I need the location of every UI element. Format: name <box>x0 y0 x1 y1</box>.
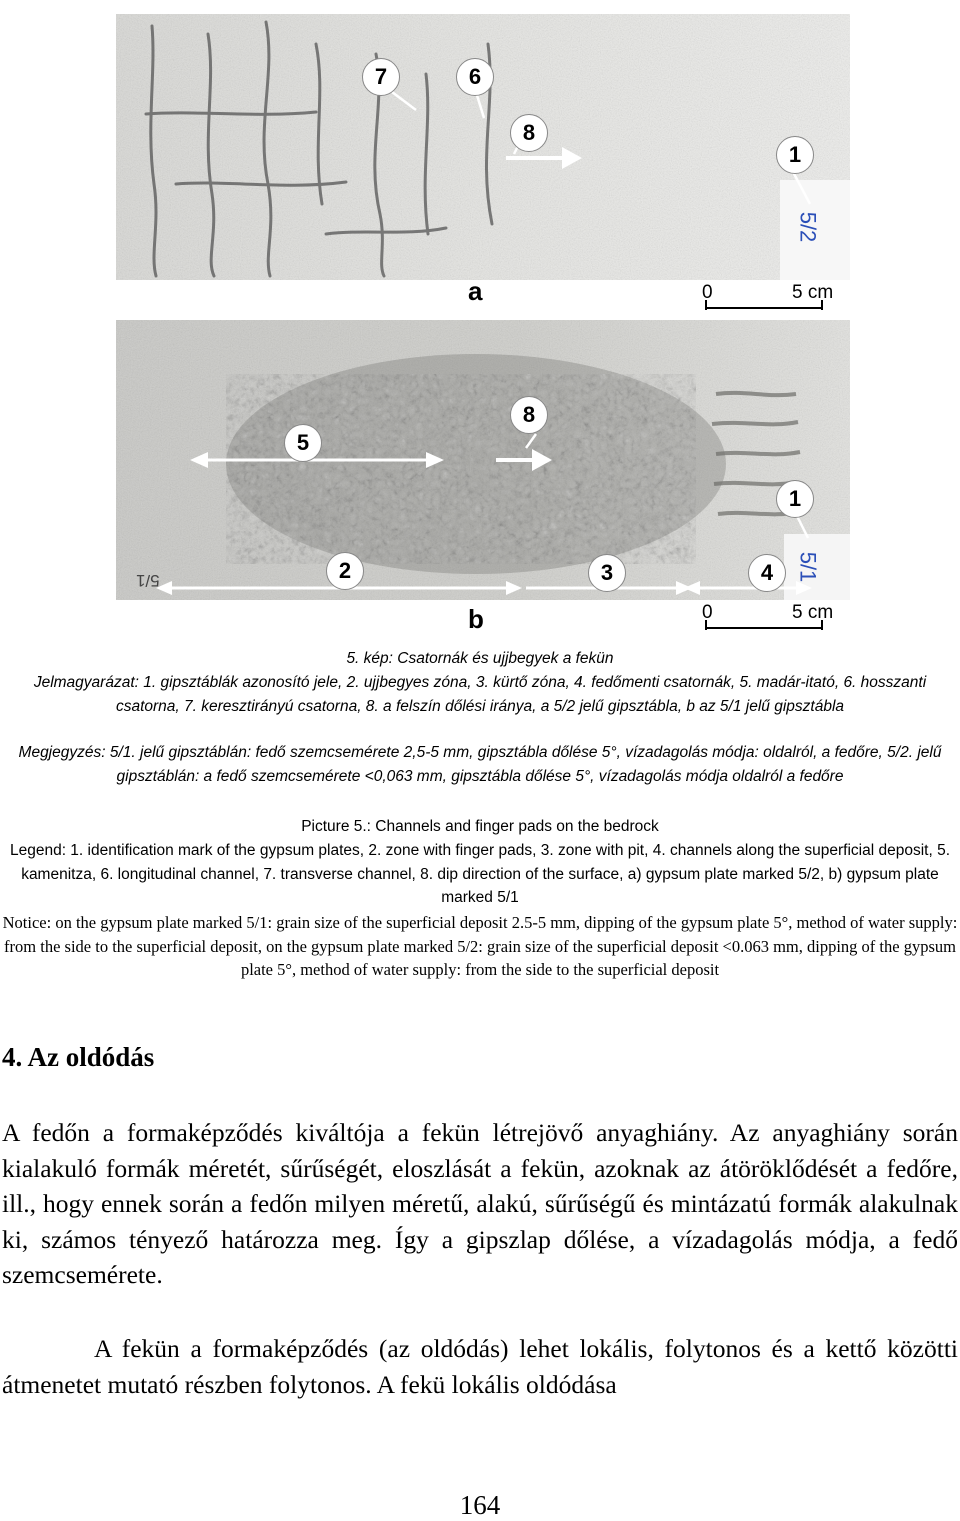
sample-a-tag: 5/2 <box>795 211 821 243</box>
marker-5: 5 <box>284 424 322 462</box>
marker-7: 7 <box>362 58 400 96</box>
section-heading: 4. Az oldódás <box>2 1042 155 1072</box>
marker-1-b: 1 <box>776 480 814 518</box>
caption-hu-notice: Megjegyzés: 5/1. jelű gipsztáblán: fedő szemcsemérete 2,5-5 mm, gipsztábla dőlése 5°, vízadagolás módja: oldalról, a fedőre, 5/2. jelű gipsztáblán: a fedő szemcsemérete <0,063 mm, gipsztábla dőlése 5°, vízadagolás módja oldalról a fedőre <box>18 744 942 785</box>
marker-8-b: 8 <box>510 396 548 434</box>
scale-a-zero: 0 <box>702 282 713 303</box>
marker-2: 2 <box>326 552 364 590</box>
caption-hu-title: 5. kép: Csatornák és ujjbegyek a fekün <box>346 650 614 667</box>
sample-b-tag: 5/1 <box>795 551 821 583</box>
scale-a-length: 5 cm <box>792 282 834 303</box>
marker-4: 4 <box>748 554 786 592</box>
panel-b-letter: b <box>468 604 484 634</box>
caption-en-title: Picture 5.: Channels and finger pads on the bedrock <box>301 818 659 835</box>
panel-a-letter: a <box>468 276 483 306</box>
figure-photos <box>116 14 850 634</box>
sample-b-side-tag: 5/1 <box>136 571 160 590</box>
caption-hu-legend: Jelmagyarázat: 1. gipsztáblák azonosító jele, 2. ujjbegyes zóna, 3. kürtő zóna, 4. fedőmenti csatornák, 5. madár-itató, 6. hosszanti csatorna, 7. keresztirányú csatorna, 8. a felszín dőlési iránya, a 5/2 jelű gipsztábla, b az 5/1 jelű gipsztábla <box>33 674 927 715</box>
marker-1-a: 1 <box>776 136 814 174</box>
page-number: 164 <box>459 1490 501 1520</box>
scale-b-length: 5 cm <box>792 602 834 623</box>
caption-en-legend: Legend: 1. identification mark of the gypsum plates, 2. zone with finger pads, 3. zone with pit, 4. channels along the superficial deposit, 5. kamenitza, 6. longitudinal channel, 7. transverse channel, 8. dip direction of the surface, a) gypsum plate marked 5/2, b) gypsum plate marked 5/1 <box>9 842 951 906</box>
marker-6: 6 <box>456 58 494 96</box>
section-paragraph-2: A fekün a formaképződés (az oldódás) lehet lokális, folytonos és a kettő közötti átmenetet mutató részben folytonos. A fekü lokális oldódása <box>2 1334 958 1399</box>
scale-b-zero: 0 <box>702 602 713 623</box>
figure <box>116 14 850 634</box>
section-paragraph-1: A fedőn a formaképződés kiváltója a fekün létrejövő anyaghiány. Az anyaghiány során kialakuló formák méretét, sűrűségét, eloszlását a fekün, azoknak az átöröklődését a fedőre, ill., hogy ennek során a fedőn milyen méretű, alakú, sűrűségű és mintázatú formák alakulnak ki, számos tényező határozza meg. Így a gipszlap dőlése, a vízadagolás módja, a fedő szemcsemérete. <box>2 1118 958 1289</box>
marker-3: 3 <box>588 554 626 592</box>
marker-8-a: 8 <box>510 114 548 152</box>
caption-en-notice: Notice: on the gypsum plate marked 5/1: grain size of the superficial deposit 2.5-5 mm, dipping of the gypsum plate 5°, method of water supply: from the side to the superficial deposit, on the gypsum plate marked 5/2: grain size of the superficial deposit <0.063 mm, dipping of the gypsum plate 5°, method of water supply: from the side to the superficial deposit <box>2 913 958 979</box>
